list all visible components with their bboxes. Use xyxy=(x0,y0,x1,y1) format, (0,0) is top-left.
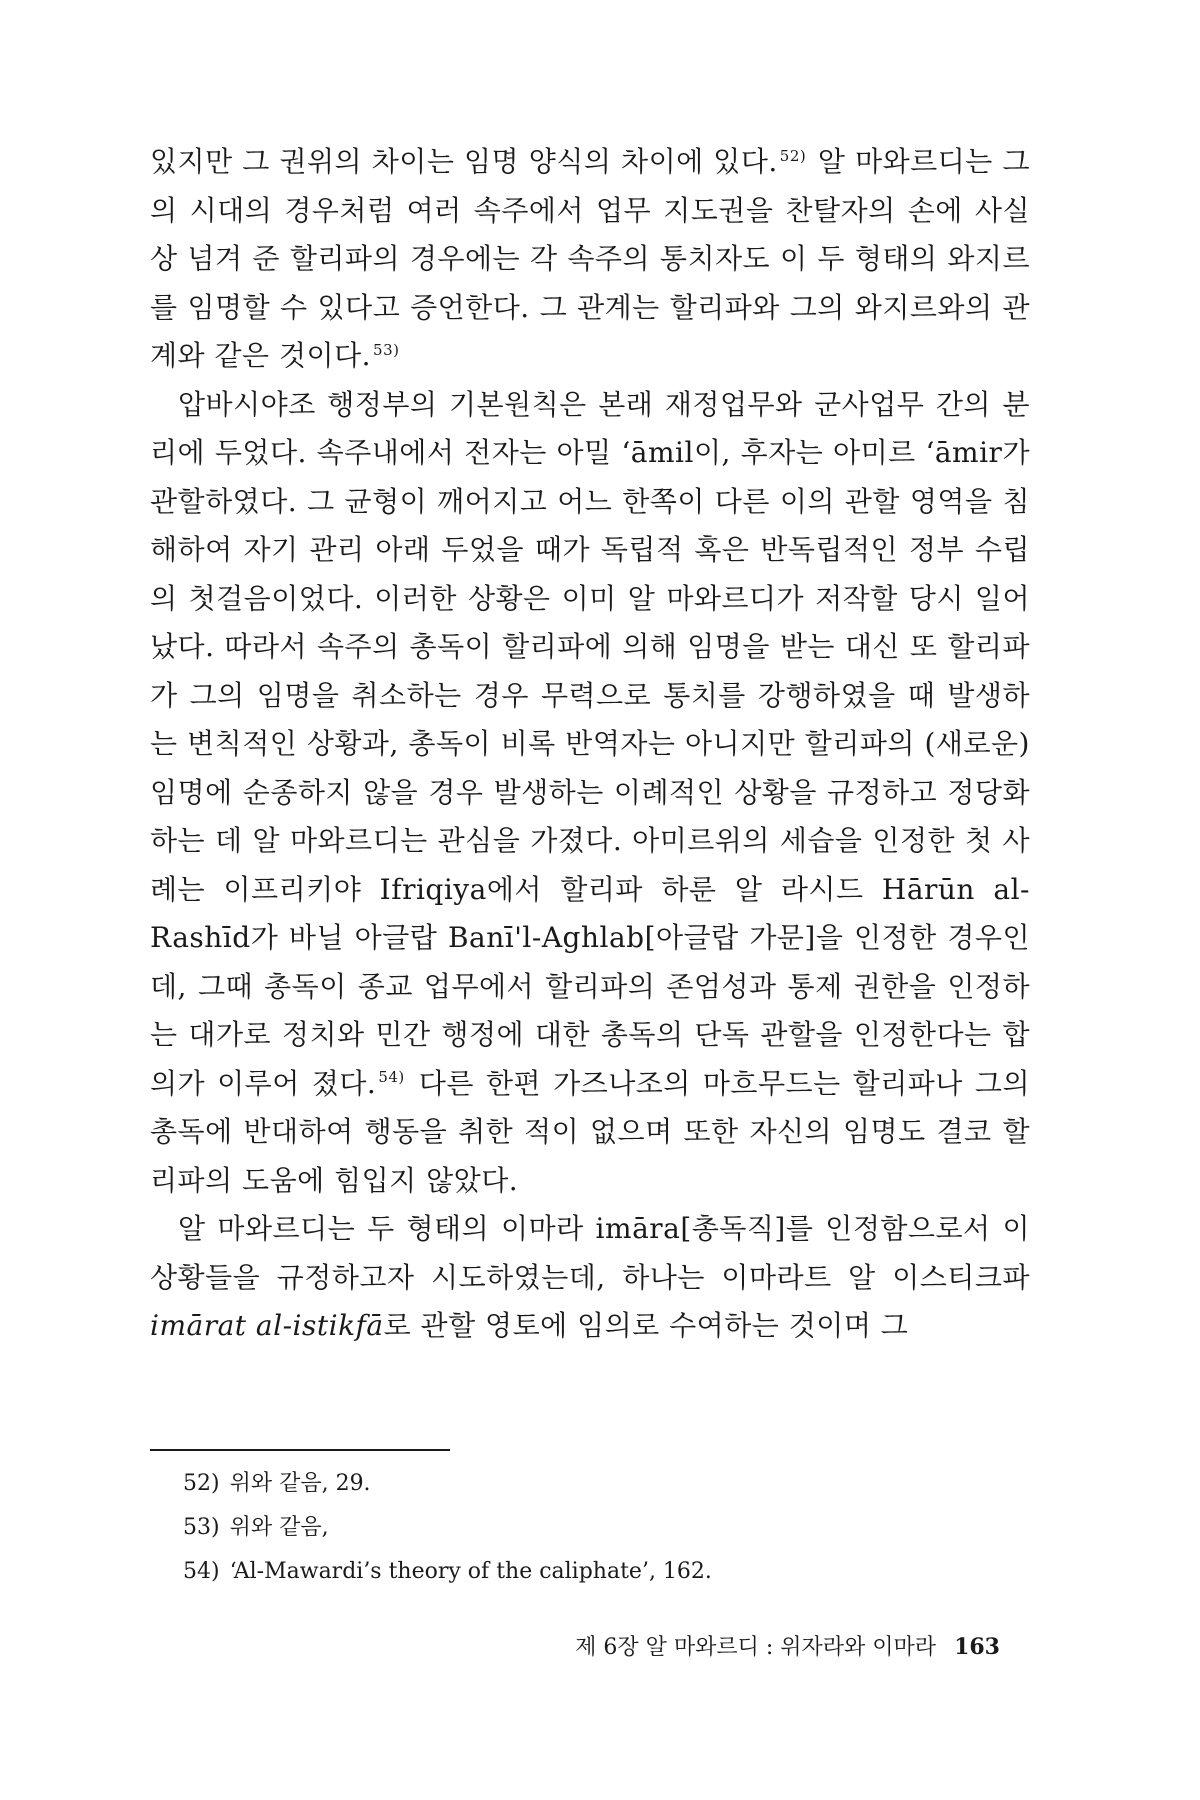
italic-term: imārat al-istikfā xyxy=(150,1309,384,1342)
footnote-ref-52: 52) xyxy=(779,146,807,165)
footnote-54 xyxy=(183,1550,983,1594)
footnote-53 xyxy=(183,1506,983,1550)
footnote-number: 53) xyxy=(183,1515,220,1540)
paragraph-text: 알 마와르디는 그의 시대의 경우처럼 여러 속주에서 업무 지도권을 찬탈자의 손에 사실상 넘겨 준 할리파의 경우에는 각 속주의 통치자도 이 두 형태의 와지르를 임명할 수 있다고 증언한다. 그 관계는 할리파와 그의 와지르와의 관계와 같은 것이다. xyxy=(150,145,1030,372)
body-text xyxy=(150,138,1030,1351)
footnote-ref-53: 53) xyxy=(373,340,400,359)
paragraph-2 xyxy=(150,381,1030,1206)
footnote-52 xyxy=(183,1462,983,1506)
paragraph-text: 다른 한편 가즈나조의 마흐무드는 할리파나 그의 총독에 반대하여 행동을 취한 적이 없으며 또한 자신의 임명도 결코 할리파의 도움에 힘입지 않았다. xyxy=(150,1066,1030,1197)
paragraph-3 xyxy=(150,1205,1030,1351)
running-footer xyxy=(500,1630,1000,1661)
page-number: 163 xyxy=(954,1634,1000,1660)
running-head: 제 6장 알 마와르디 : 위자라와 이마라 xyxy=(575,1635,937,1660)
paragraph-text: 압바시야조 행정부의 기본원칙은 본래 재정업무와 군사업무 간의 분리에 두었다. 속주내에서 전자는 아밀 ‘āmil이, 후자는 아미르 ‘āmir가 관할하였다. 그 균형이 깨어지고 어느 한쪽이 다른 이의 관할 영역을 침해하여 자기 관리 아래 두었을 때가 독립적 혹은 반독립적인 정부 수립의 첫걸음이었다. 이러한 상황은 이미 알 마와르디가 저작할 당시 일어났다. 따라서 속주의 총독이 할리파에 의해 임명을 받는 대신 또 할리파가 그의 임명을 취소하는 경우 무력으로 통치를 강행하였을 때 발생하는 변칙적인 상황과, 총독이 비록 반역자는 아니지만 할리파의 (새로운) 임명에 순종하지 않을 경우 발생하는 이례적인 상황을 규정하고 정당화하는 데 알 마와르디는 관심을 가졌다. 아미르위의 세습을 인정한 첫 사례는 이프리키야 Ifriqiya에서 할리파 하룬 알 라시드 Hārūn al-Rashīd가 바닐 아글랍 Banī'l-Aghlab[아글랍 가문]을 인정한 경우인데, 그때 총독이 종교 업무에서 할리파의 존엄성과 통제 권한을 인정하는 대가로 정치와 민간 행정에 대한 총독의 단독 관할을 인정한다는 합의가 이루어 졌다. xyxy=(150,387,1030,1100)
paragraph-text: 로 관할 영토에 임의로 수여하는 것이며 그 xyxy=(383,1309,909,1342)
footnote-text: 위와 같음, xyxy=(229,1515,329,1540)
footnote-number: 52) xyxy=(183,1471,220,1496)
paragraph-text: 있지만 그 권위의 차이는 임명 양식의 차이에 있다. xyxy=(150,145,778,178)
footnotes xyxy=(183,1462,983,1594)
paragraph-1 xyxy=(150,138,1030,381)
footnote-divider xyxy=(150,1449,450,1451)
paragraph-text: 알 마와르디는 두 형태의 이마라 imāra[총독직]를 인정함으로서 이 상황들을 규정하고자 시도하였는데, 하나는 이마라트 알 이스티크파 xyxy=(150,1212,1030,1294)
footnote-number: 54) xyxy=(183,1559,220,1584)
footnote-text: 위와 같음, 29. xyxy=(229,1471,371,1496)
footnote-ref-54: 54) xyxy=(378,1068,405,1087)
footnote-text: ‘Al-Mawardi’s theory of the caliphate’, 162. xyxy=(229,1559,712,1584)
